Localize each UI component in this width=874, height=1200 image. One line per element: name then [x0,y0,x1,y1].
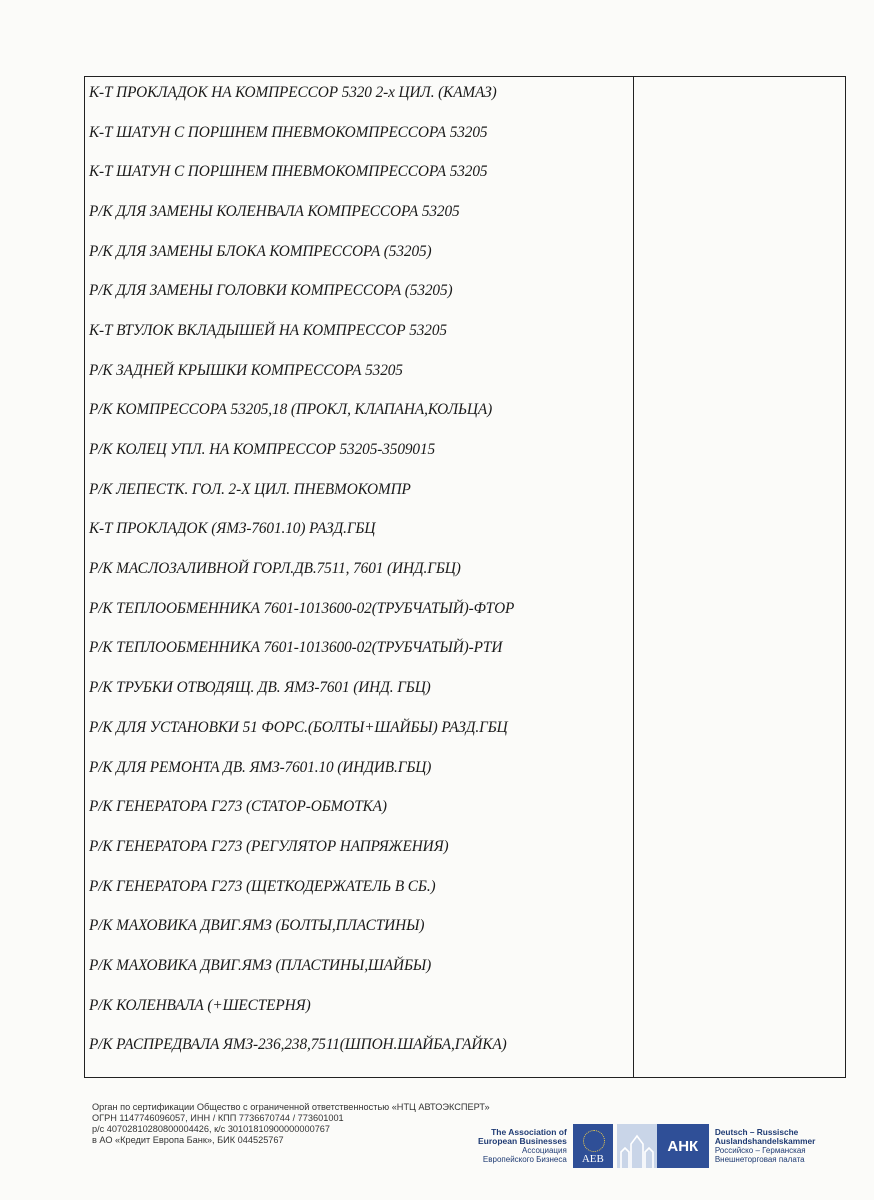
aeb-caption [478,1128,567,1164]
ank-logo [617,1124,709,1168]
item-row: Р/К КОЛЕЦ УПЛ. НА КОМПРЕССОР 53205-3509015 [89,441,436,459]
item-row: Р/К ГЕНЕРАТОРА Г273 (ЩЕТКОДЕРЖАТЕЛЬ В СБ.) [89,877,436,895]
items-table [84,76,846,1078]
item-row: Р/К ДЛЯ РЕМОНТА ДВ. ЯМЗ-7601.10 (ИНДИВ.ГБЦ) [89,758,432,776]
ank-caption-ru-2: Внешнеторговая палата [714,1155,805,1164]
ank-caption-de-1: Deutsch – Russische [714,1127,799,1137]
aeb-caption-ru-1: Ассоциация [522,1146,567,1155]
item-row: Р/К ТЕПЛООБМЕННИКА 7601-1013600-02(ТРУБЧАТЫЙ)-РТИ [89,639,503,657]
footer-line-ogrn: ОГРН 1147746096057, ИНН / КПП 7736670744 / 773601001 [92,1113,344,1123]
aeb-caption-ru-2: Европейского Бизнеса [482,1155,567,1164]
item-row: К-Т ШАТУН С ПОРШНЕМ ПНЕВМОКОМПРЕССОРА 53205 [89,123,488,141]
certification-footer [92,1102,490,1146]
aeb-caption-en-2: European Businesses [478,1136,567,1146]
footer-line-bank: в АО «Кредит Европа Банк», БИК 044525767 [92,1135,284,1145]
item-row: Р/К ТРУБКИ ОТВОДЯЩ. ДВ. ЯМЗ-7601 (ИНД. ГБЦ) [89,679,431,697]
aeb-mark: AEB [581,1153,604,1165]
ank-caption-ru-1: Российско – Германская [714,1146,806,1155]
item-row: Р/К ГЕНЕРАТОРА Г273 (СТАТОР-ОБМОТКА) [89,798,387,816]
item-row: Р/К ТЕПЛООБМЕННИКА 7601-1013600-02(ТРУБЧАТЫЙ)-ФТОР [89,599,515,617]
aeb-logo [573,1124,613,1168]
item-row: Р/К МАСЛОЗАЛИВНОЙ ГОРЛ.ДВ.7511, 7601 (ИНД.ГБЦ) [89,560,461,578]
item-row: Р/К КОМПРЕССОРА 53205,18 (ПРОКЛ, КЛАПАНА,КОЛЬЦА) [89,401,493,419]
item-row: Р/К МАХОВИКА ДВИГ.ЯМЗ (БОЛТЫ,ПЛАСТИНЫ) [89,917,425,935]
item-row: Р/К ДЛЯ УСТАНОВКИ 51 ФОРС.(БОЛТЫ+ШАЙБЫ) РАЗД.ГБЦ [89,718,508,736]
building-icon [617,1124,657,1168]
item-row: Р/К ЗАДНЕЙ КРЫШКИ КОМПРЕССОРА 53205 [89,361,403,379]
item-row: К-Т ШАТУН С ПОРШНЕМ ПНЕВМОКОМПРЕССОРА 53205 [89,163,488,181]
item-row: Р/К ДЛЯ ЗАМЕНЫ БЛОКА КОМПРЕССОРА (53205) [89,242,432,260]
ank-caption [715,1128,816,1164]
item-row: Р/К ДЛЯ ЗАМЕНЫ КОЛЕНВАЛА КОМПРЕССОРА 53205 [89,202,460,220]
aeb-caption-en-1: The Association of [491,1127,567,1137]
ank-caption-de-2: Auslandshandelskammer [714,1136,816,1146]
item-row: Р/К МАХОВИКА ДВИГ.ЯМЗ (ПЛАСТИНЫ,ШАЙБЫ) [89,956,432,974]
footer-line-account: р/с 40702810280800004426, к/с 30101810900000000767 [92,1124,331,1134]
item-row: К-Т ВТУЛОК ВКЛАДЫШЕЙ НА КОМПРЕССОР 53205 [89,321,447,339]
item-row: Р/К ЛЕПЕСТК. ГОЛ. 2-Х ЦИЛ. ПНЕВМОКОМПР [89,480,411,498]
item-row: Р/К ДЛЯ ЗАМЕНЫ ГОЛОВКИ КОМПРЕССОРА (53205) [89,282,453,300]
items-column [85,77,633,1077]
item-row: Р/К КОЛЕНВАЛА (+ШЕСТЕРНЯ) [89,996,311,1014]
eu-stars-icon [583,1130,605,1152]
partner-logos [478,1122,815,1170]
item-row: Р/К ГЕНЕРАТОРА Г273 (РЕГУЛЯТОР НАПРЯЖЕНИЯ) [89,837,449,855]
column-divider [633,77,634,1077]
item-row: К-Т ПРОКЛАДОК (ЯМЗ-7601.10) РАЗД.ГБЦ [89,520,376,538]
item-row: К-Т ПРОКЛАДОК НА КОМПРЕССОР 5320 2-х ЦИЛ. (КАМАЗ) [89,83,497,101]
footer-line-org: Орган по сертификации Общество с ограниченной ответственностью «НТЦ АВТОЭКСПЕРТ» [92,1102,490,1112]
item-row: Р/К РАСПРЕДВАЛА ЯМЗ-236,238,7511(ШПОН.ШАЙБА,ГАЙКА) [89,1036,507,1054]
ank-mark: АНК [667,1137,699,1155]
